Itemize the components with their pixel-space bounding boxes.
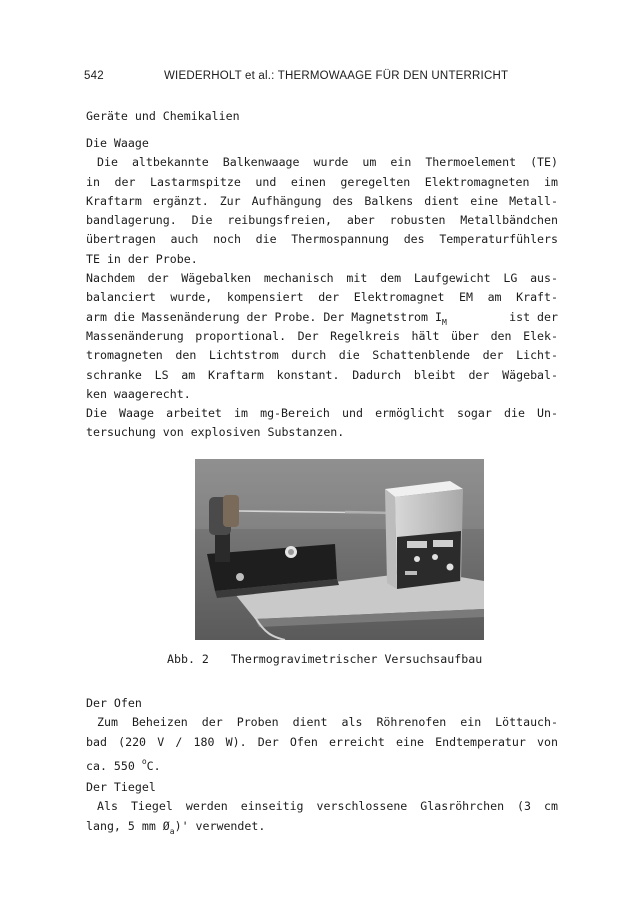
text-fragment: arm die Massenänderung der Probe. Der Magnetstrom I (86, 309, 442, 324)
text-line: Massenänderung proportional. Der Regelkreis hält über den Elek- (86, 328, 558, 343)
section-heading: Geräte und Chemikalien (86, 109, 240, 123)
text-line: Die Waage arbeitet im mg-Bereich und ermöglicht sogar die Un- (86, 406, 558, 421)
text-line: übertragen auch noch die Thermospannung des Temperaturfühlers (86, 232, 558, 247)
crucible-section (86, 778, 558, 836)
page-number: 542 (84, 70, 104, 82)
figure-photo (195, 459, 484, 640)
text-line: balanciert wurde, kompensiert der Elektromagnet EM am Kraft- (86, 290, 558, 305)
figure-caption (167, 652, 482, 666)
text-line: tersuchung von explosiven Substanzen. (86, 425, 345, 440)
text-line (86, 752, 558, 771)
running-title: WIEDERHOLT et al.: THERMOWAAGE FÜR DEN UNTERRICHT (164, 70, 509, 82)
text-line: ken waagerecht. (86, 386, 191, 401)
subscript: a (169, 826, 175, 836)
text-line: bandlagerung. Die reibungsfreien, aber robusten Metallbändchen (86, 213, 558, 228)
text-fragment: ist der (509, 309, 558, 324)
text-line: Als Tiegel werden einseitig verschlossene Glasröhrchen (3 cm (97, 799, 558, 814)
subsection-heading: Die Waage (86, 136, 149, 150)
text-line: TE in der Probe. (86, 251, 198, 266)
text-line: Nachdem der Wägebalken mechanisch mit dem Laufgewicht LG aus- (86, 271, 558, 286)
text-fragment (86, 308, 447, 327)
text-line: Die altbekannte Balkenwaage wurde um ein Thermoelement (TE) (97, 155, 558, 170)
subscript: M (441, 317, 447, 327)
superscript: o (141, 756, 147, 766)
text-line: schranke LS am Kraftarm konstant. Dadurch bleibt der Wägebal- (86, 367, 558, 382)
text-fragment: C. (146, 758, 161, 773)
text-line: in der Lastarmspitze und einen geregelten Elektromagneten im (86, 174, 558, 189)
text-line: bad (220 V / 180 W). Der Ofen erreicht eine Endtemperatur von (86, 734, 558, 749)
oven-section (86, 694, 558, 771)
subsection-heading: Der Ofen (86, 696, 142, 710)
text-line: Zum Beheizen der Proben dient als Röhrenofen ein Löttauch- (97, 715, 558, 730)
text-fragment: lang, 5 mm Ø (86, 818, 170, 833)
text-line: tromagneten den Lichtstrom durch die Schattenblende der Licht- (86, 348, 558, 363)
text-line (86, 817, 558, 836)
equipment-section (86, 107, 558, 126)
text-line: Kraftarm ergänzt. Zur Aufhängung des Balkens dient eine Metall- (86, 193, 558, 208)
text-line (86, 308, 558, 327)
caption-text: Thermogravimetrischer Versuchsaufbau (230, 652, 483, 666)
text-fragment: ca. 550 (86, 758, 142, 773)
apparatus-photo (195, 459, 484, 640)
balance-section (86, 134, 558, 443)
caption-label: Abb. 2 (167, 652, 209, 666)
subsection-heading: Der Tiegel (86, 780, 156, 794)
text-fragment: )' verwendet. (174, 818, 266, 833)
